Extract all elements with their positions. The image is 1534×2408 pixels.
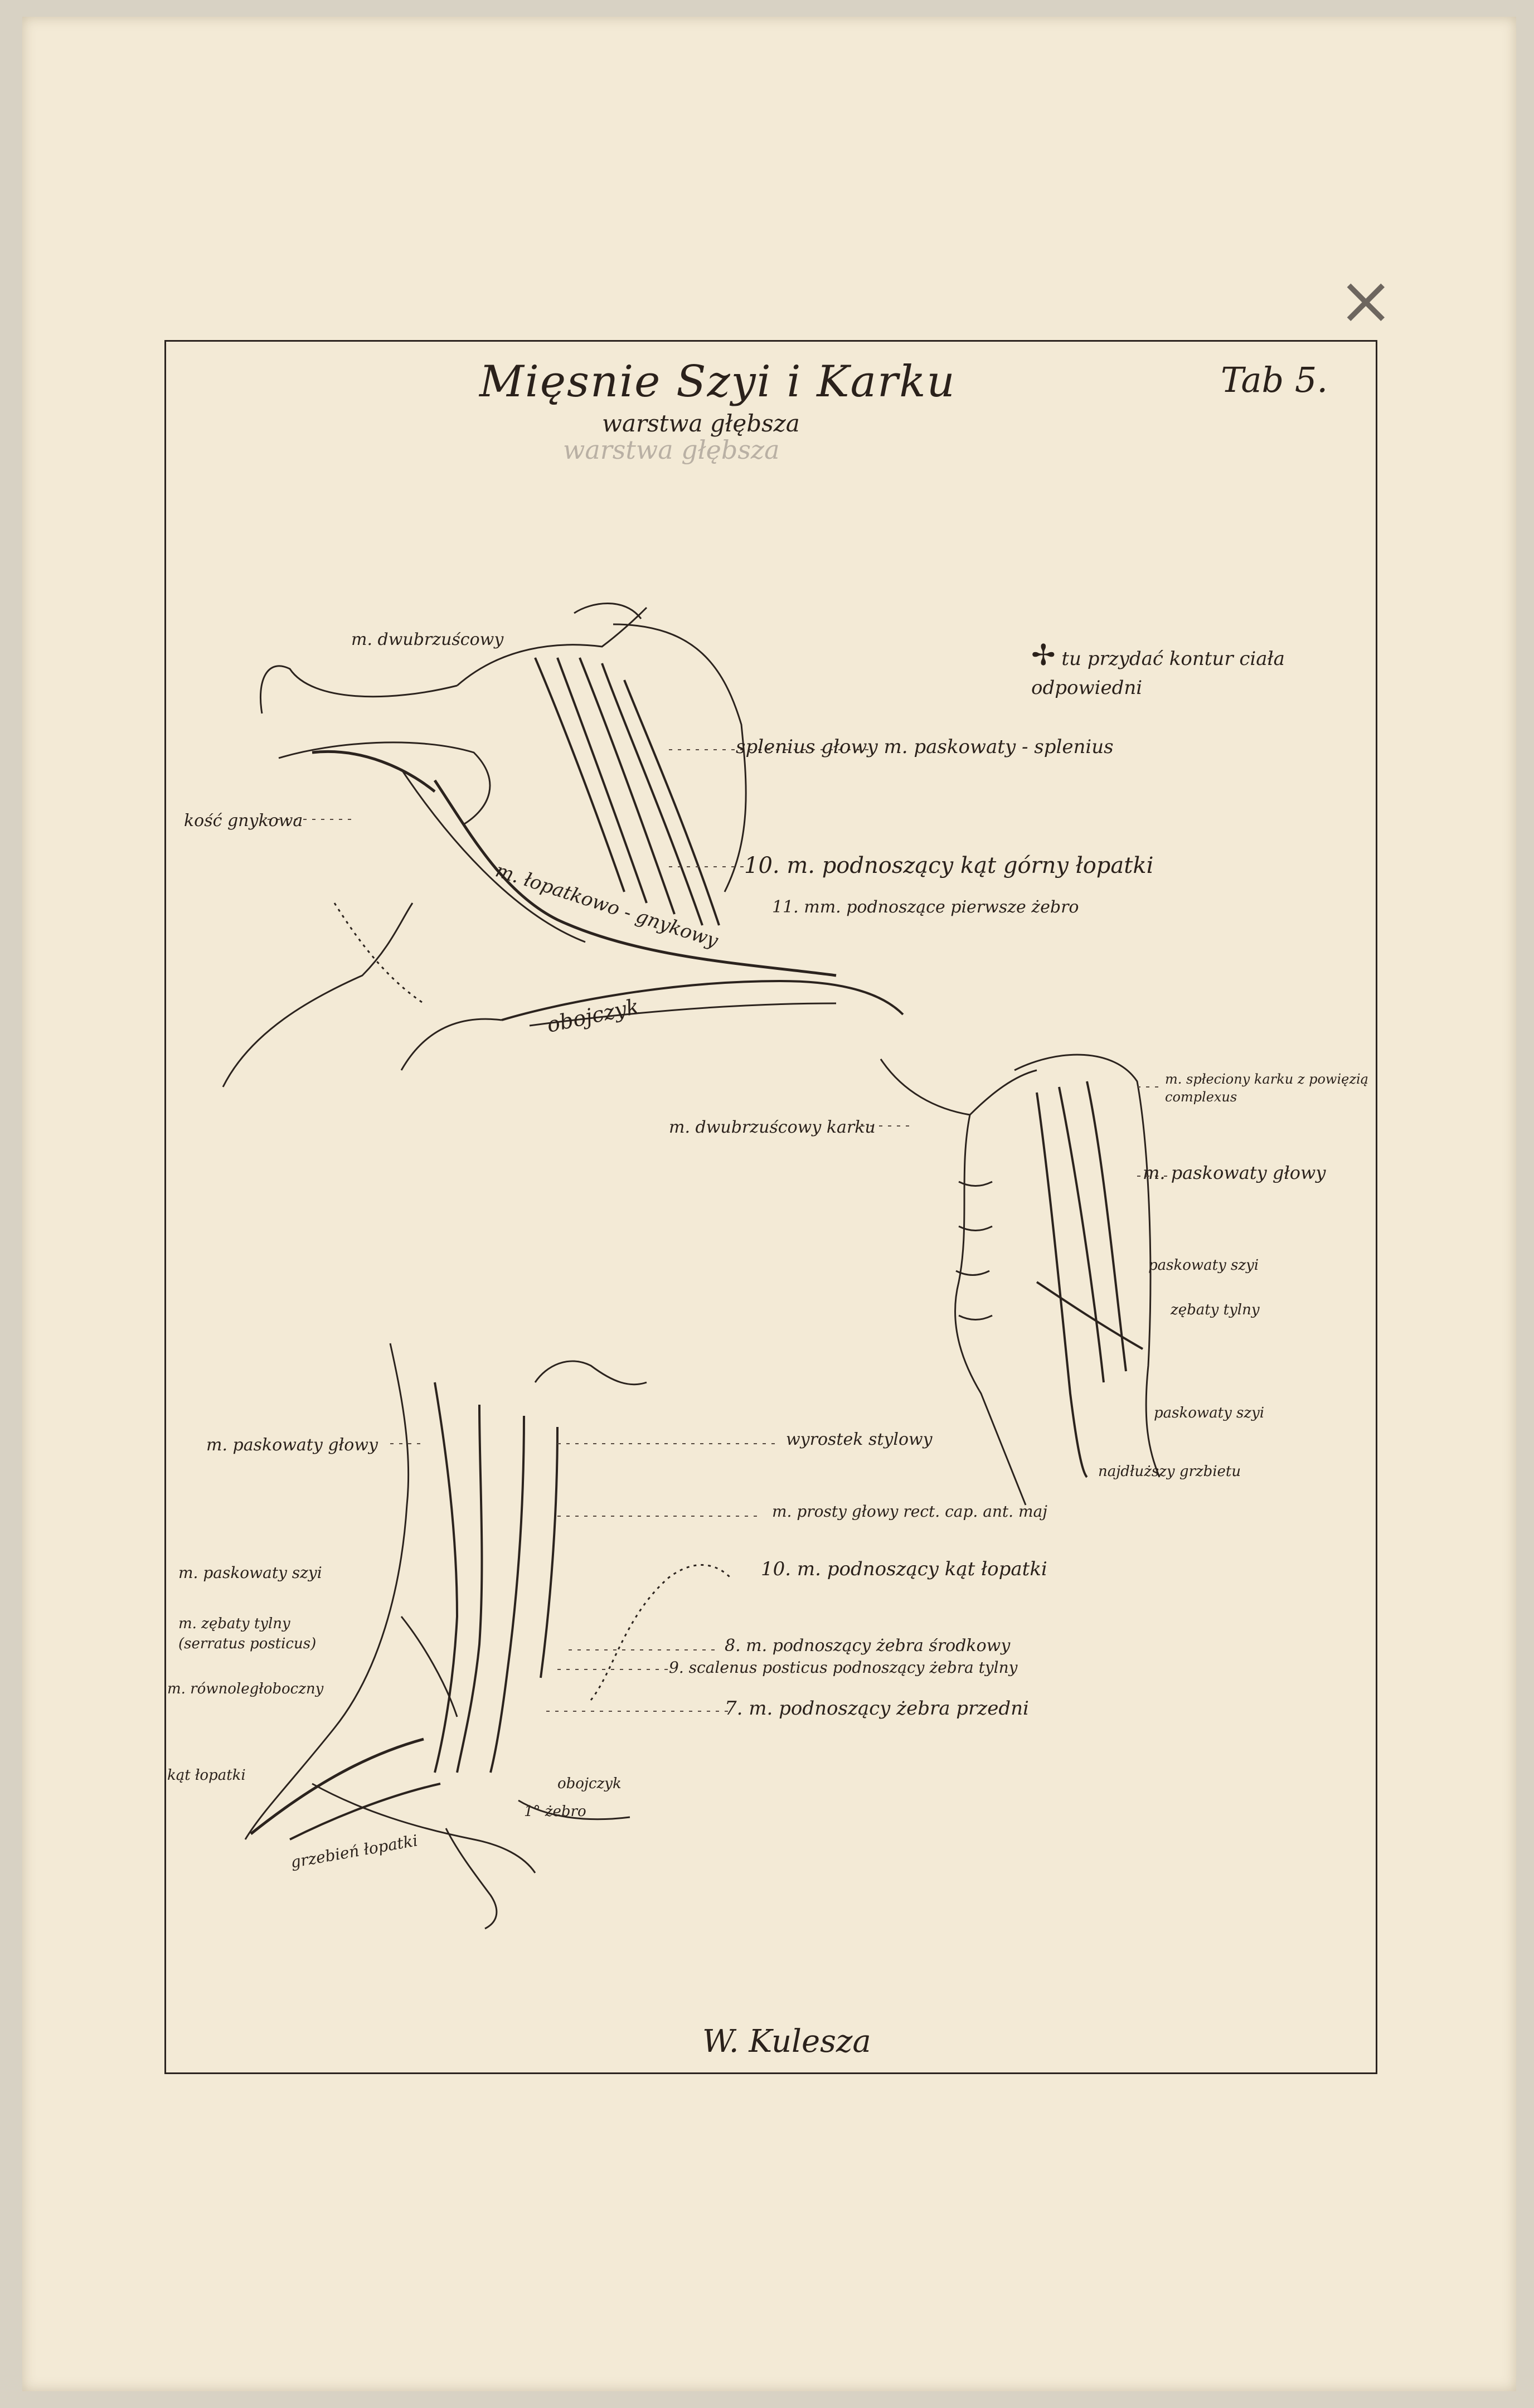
label-levatores-first-rib: 11. mm. podnoszące pierwsze żebro: [772, 897, 1079, 917]
label-levator-angle: 10. m. podnoszący kąt łopatki: [761, 1558, 1047, 1580]
label-splenius-cervicis-right: paskowaty szyi: [1148, 1257, 1259, 1274]
label-scapula-spine: grzebień łopatki: [289, 1831, 419, 1872]
corner-cross-mark: ×: [1338, 262, 1394, 339]
label-posterior-scalene: 9. scalenus posticus podnoszący żebra tylny: [669, 1658, 1018, 1677]
label-omohyoid: m. łopatkowo - gnykowy: [493, 859, 721, 953]
label-rectus-capitis: m. prosty głowy rect. cap. ant. maj: [772, 1502, 1047, 1521]
label-serratus-posticus: m. zębaty tylny (serratus posticus): [178, 1615, 317, 1652]
erased-subtitle: warstwa głębsza: [563, 435, 780, 465]
label-levator-scapulae: 10. m. podnoszący kąt górny łopatki: [744, 853, 1154, 878]
label-styloid: wyrostek stylowy: [786, 1430, 933, 1449]
label-longissimus: najdłuższy grzbietu: [1098, 1463, 1241, 1480]
label-splenius-capitis-right: m. paskowaty głowy: [1143, 1162, 1326, 1183]
note-text: tu przydać kontur ciała odpowiedni: [1031, 648, 1285, 699]
label-scapula-angle: kąt łopatki: [167, 1767, 246, 1784]
note-marker-icon: ✢: [1031, 639, 1056, 672]
label-first-rib: 1° żebro: [524, 1803, 586, 1820]
label-rhomboid: m. równoległoboczny: [167, 1681, 324, 1697]
label-digastric: m. dwubrzuścowy: [351, 630, 504, 649]
plate-subtitle: warstwa głębsza: [602, 410, 800, 437]
tab-number: Tab 5.: [1221, 360, 1328, 400]
label-clavicle-lower: obojczyk: [557, 1775, 622, 1792]
label-splenius-cervicis-right-2: paskowaty szyi: [1154, 1405, 1265, 1421]
label-hyoid-bone: kość gnykowa: [184, 811, 303, 831]
artist-signature: W. Kulesza: [702, 2023, 871, 2060]
label-splenius-capitis-lower: m. paskowaty głowy: [206, 1435, 378, 1455]
label-anterior-scalene: 7. m. podnoszący żebra przedni: [725, 1697, 1029, 1720]
label-complexus: m. spłeciony karku z powięzią complexus: [1165, 1071, 1368, 1105]
plate-title: Mięsnie Szyi i Karku: [479, 357, 956, 407]
label-digastric-nape: m. dwubrzuścowy karku: [669, 1118, 876, 1137]
label-serratus-right: zębaty tylny: [1171, 1302, 1260, 1318]
label-middle-scalene: 8. m. podnoszący żebra środkowy: [725, 1636, 1011, 1656]
label-splenius-cervicis-lower: m. paskowaty szyi: [178, 1564, 322, 1582]
label-clavicle-upper: obojczyk: [545, 994, 642, 1037]
label-splenius: splenius głowy m. paskowaty - splenius: [736, 736, 1114, 758]
